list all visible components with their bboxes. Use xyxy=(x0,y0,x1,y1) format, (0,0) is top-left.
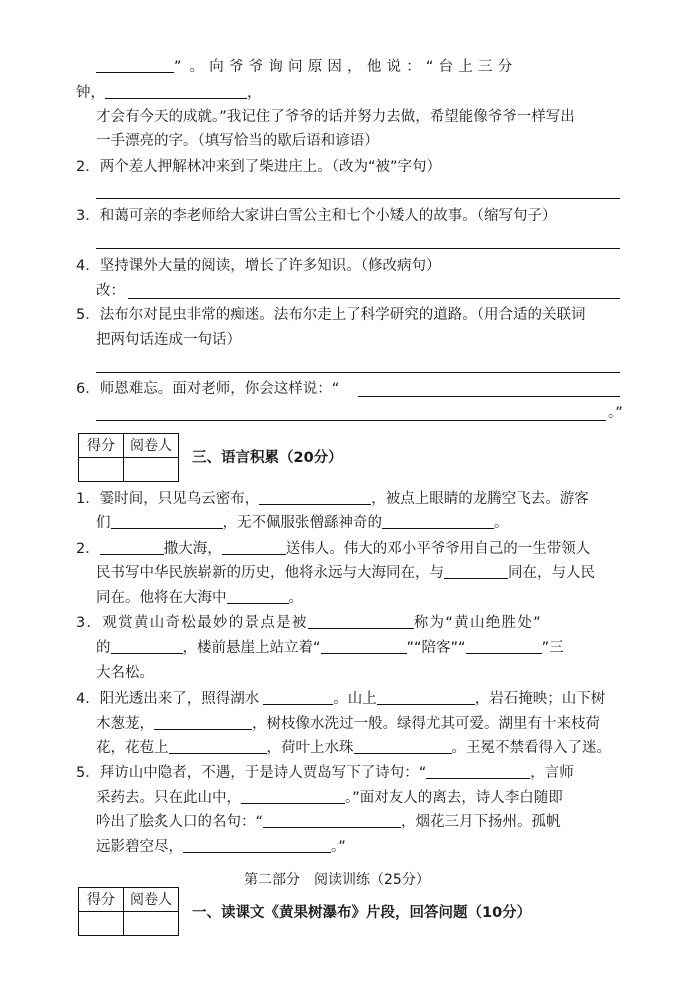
grader-cell[interactable] xyxy=(124,458,179,482)
q3-answer-line[interactable] xyxy=(96,248,620,249)
s3-i3-blank-3[interactable] xyxy=(321,641,407,654)
q1-line-1: ” 。向爷爷询问原因，他说：“台上三分 xyxy=(96,60,517,75)
q2-prompt: 2．两个差人押解林冲来到了柴进庄上。（改为“被”字句） xyxy=(76,159,441,175)
s3-i5-blank-3[interactable] xyxy=(263,815,401,828)
part2-section1-heading: 一、读课文《黄果树瀑布》片段，回答问题（10分） xyxy=(192,905,532,921)
q5-answer-line[interactable] xyxy=(96,372,620,373)
q3-prompt: 3．和蔼可亲的李老师给大家讲白雪公主和七个小矮人的故事。（缩写句子） xyxy=(76,208,557,224)
s3-item5-line4: 远影碧空尽， 。” xyxy=(96,839,346,855)
grader-label: 阅卷人 xyxy=(124,888,179,912)
section3-heading: 三、语言积累（20分） xyxy=(192,450,343,466)
s3-i1-blank-3[interactable] xyxy=(382,516,494,529)
s3-i2-blank-1[interactable] xyxy=(100,542,164,555)
s3-item5-line2: 采药去。只在此山中， 。”面对友人的离去，诗人李白随即 xyxy=(96,790,563,806)
s3-i2-blank-2[interactable] xyxy=(222,542,286,555)
s3-i1-blank-1[interactable] xyxy=(259,492,371,505)
q6-answer-line-2[interactable] xyxy=(96,420,606,421)
score-box-part2 xyxy=(78,887,179,936)
q6-prompt: 6．师恩难忘。面对老师，你会这样说：“ xyxy=(76,381,340,397)
s3-i5-blank-1[interactable] xyxy=(426,766,530,779)
s3-item3-line3: 大名松。 xyxy=(96,665,154,681)
score-box-section3 xyxy=(78,433,179,482)
s3-i4-blank-4[interactable] xyxy=(169,741,267,754)
s3-item1-line1: 1．霎时间，只见乌云密布， ，被点上眼睛的龙腾空飞去。游客 xyxy=(76,491,589,507)
q5-prompt-2: 把两句话连成一句话） xyxy=(96,332,241,348)
q1-line-3: 才会有今天的成就。”我记住了爷爷的话并努力去做，希望能像爷爷一样写出 xyxy=(96,109,575,125)
s3-item4-line3: 花，花苞上 ，荷叶上水珠 。王冕不禁看得入了迷。 xyxy=(96,740,611,756)
part2-title: 第二部分 阅读训练（25分） xyxy=(244,872,430,888)
grader-label: 阅卷人 xyxy=(124,434,179,458)
q6-answer-line-1[interactable] xyxy=(358,396,620,397)
q1-line-2: 钟， ， xyxy=(76,85,262,101)
q1-blank-2[interactable] xyxy=(105,86,247,99)
s3-item5-line1: 5．拜访山中隐者，不遇，于是诗人贾岛写下了诗句：“ ，言师 xyxy=(76,765,574,781)
q5-prompt-1: 5．法布尔对昆虫非常的痴迷。法布尔走上了科学研究的道路。（用合适的关联词 xyxy=(76,307,586,323)
s3-item3-line1: 3．观赏黄山奇松最妙的景点是被 称为“黄山绝胜处” xyxy=(76,615,542,631)
q2-answer-line[interactable] xyxy=(96,198,620,199)
s3-i3-blank-2[interactable] xyxy=(111,641,183,654)
s3-i1-blank-2[interactable] xyxy=(111,516,223,529)
q6-end: 。” xyxy=(608,405,623,421)
s3-i4-blank-5[interactable] xyxy=(354,741,452,754)
q4-prompt: 4．坚持课外大量的阅读，增长了许多知识。（修改病句） xyxy=(76,258,441,274)
s3-i3-blank-1[interactable] xyxy=(308,616,414,629)
s3-i5-blank-4[interactable] xyxy=(183,840,331,853)
q4-answer-line[interactable] xyxy=(128,298,620,299)
s3-item2-line3: 同在。他将在大海中 。 xyxy=(96,590,303,606)
q4-fix-label: 改： xyxy=(96,283,125,299)
score-cell[interactable] xyxy=(79,458,124,482)
s3-i5-blank-2[interactable] xyxy=(241,791,345,804)
s3-item5-line3: 吟出了脍炙人口的名句：“ ，烟花三月下扬州。孤帆 xyxy=(96,814,561,830)
s3-item4-line2: 木葱茏， ，树枝像水洗过一般。绿得尤其可爱。湖里有十来枝荷 xyxy=(96,716,600,732)
s3-item4-line1: 4．阳光透出来了，照得湖水 。山上 ，岩石掩映；山下树 xyxy=(76,691,606,707)
s3-i4-blank-3[interactable] xyxy=(154,717,252,730)
s3-i4-blank-2[interactable] xyxy=(377,692,475,705)
s3-item1-line2: 们 ，无不佩服张僧繇神奇的 。 xyxy=(96,515,509,531)
q1-blank-1[interactable] xyxy=(96,60,174,73)
s3-i4-blank-1[interactable] xyxy=(263,692,333,705)
s3-i2-blank-3[interactable] xyxy=(444,566,508,579)
score-cell[interactable] xyxy=(79,912,124,936)
score-label: 得分 xyxy=(79,434,124,458)
s3-i3-blank-4[interactable] xyxy=(466,641,542,654)
s3-item3-line2: 的 ，楼前悬崖上站立着“ ”“陪客”“ ”三 xyxy=(96,640,564,656)
s3-item2-line1: 2． 撒大海， 送伟人。伟大的邓小平爷爷用自己的一生带领人 xyxy=(76,541,591,557)
s3-item2-line2: 民书写中华民族崭新的历史，他将永远与大海同在，与 同在，与人民 xyxy=(96,565,595,581)
q1-line-4: 一手漂亮的字。（填写恰当的歇后语和谚语） xyxy=(96,133,379,149)
score-label: 得分 xyxy=(79,888,124,912)
s3-i2-blank-4[interactable] xyxy=(227,591,289,604)
grader-cell[interactable] xyxy=(124,912,179,936)
